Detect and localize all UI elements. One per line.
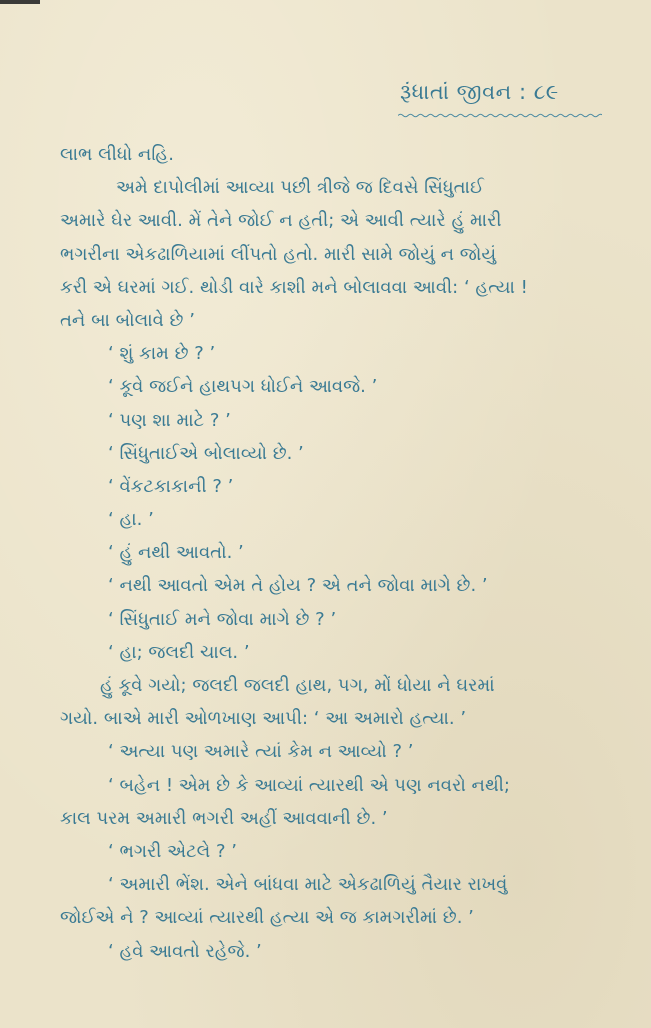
dialogue-line: ‘ નથી આવતો એમ તે હોય ? એ તને જોવા માગે છે. ’ [108,575,488,597]
text-line: હું કૂવે ગયો; જલદી જલદી હાથ, પગ, મોં ધોયા ને ઘરમાં [100,675,495,696]
text-line: ગયો. બાએ મારી ઓળખાણ આપી: ‘ આ અમારો હત્યા. ’ [60,708,467,730]
text-line: જોઈએ ને ? આવ્યાં ત્યારથી હત્યા એ જ કામગરીમાં છે. ’ [60,907,474,929]
dialogue-line: ‘ સિંધુતાઈ મને જોવા માગે છે ? ’ [108,608,337,630]
dialogue-line: ‘ સિંધુતાઈએ બોલાવ્યો છે. ’ [108,442,304,464]
dialogue-line: ‘ હવે આવતો રહેજે. ’ [108,940,262,962]
running-head-rule [398,113,602,118]
dialogue-line: ‘ હું નથી આવતો. ’ [108,542,244,564]
dialogue-line: ‘ હા; જલદી ચાલ. ’ [108,641,250,663]
text-line: અમારે ઘેર આવી. મેં તેને જોઈ ન હતી; એ આવી ત્યારે હું મારી [60,210,502,232]
dialogue-line: ‘ બહેન ! એમ છે કે આવ્યાં ત્યારથી એ પણ નવરો નથી; [108,774,510,796]
running-head: રૂંધાતાં જીવન : ૮૯ [400,80,559,104]
text-line: કરી એ ઘરમાં ગઈ. થોડી વારે કાશી મને બોલાવવા આવી: ‘ હત્યા ! [60,276,528,298]
wavy-rule-graphic [398,113,602,118]
text-line: કાલ પરમ અમારી ભગરી અહીં આવવાની છે. ’ [60,807,388,829]
dialogue-line: ‘ અત્યા પણ અમારે ત્યાં કેમ ન આવ્યો ? ’ [108,741,414,763]
dialogue-line: ‘ ભગરી એટલે ? ’ [108,840,237,862]
dialogue-line: ‘ અમારી ભેંશ. એને બાંધવા માટે એકઢાળિયું તૈયાર રાખવું [108,874,508,896]
corner-mark [0,0,40,4]
text-line: લાભ લીધો નહિ. [60,144,174,165]
text-line: તને બા બોલાવે છે ’ [60,309,195,331]
dialogue-line: ‘ કૂવે જઈને હાથપગ ધોઈને આવજે. ’ [108,376,378,398]
dialogue-line: ‘ શું કામ છે ? ’ [108,343,216,365]
text-line: ભગરીના એકઢાળિયામાં લીંપતો હતો. મારી સામે જોયું ન જોયું [60,243,497,265]
body-text [60,138,605,968]
dialogue-line: ‘ હા. ’ [108,509,154,531]
dialogue-line: ‘ વેંકટકાકાની ? ’ [108,475,234,497]
text-line: અમે દાપોલીમાં આવ્યા પછી ત્રીજે જ દિવસે સિંધુતાઈ [116,177,484,199]
dialogue-line: ‘ પણ શા માટે ? ’ [108,409,231,431]
